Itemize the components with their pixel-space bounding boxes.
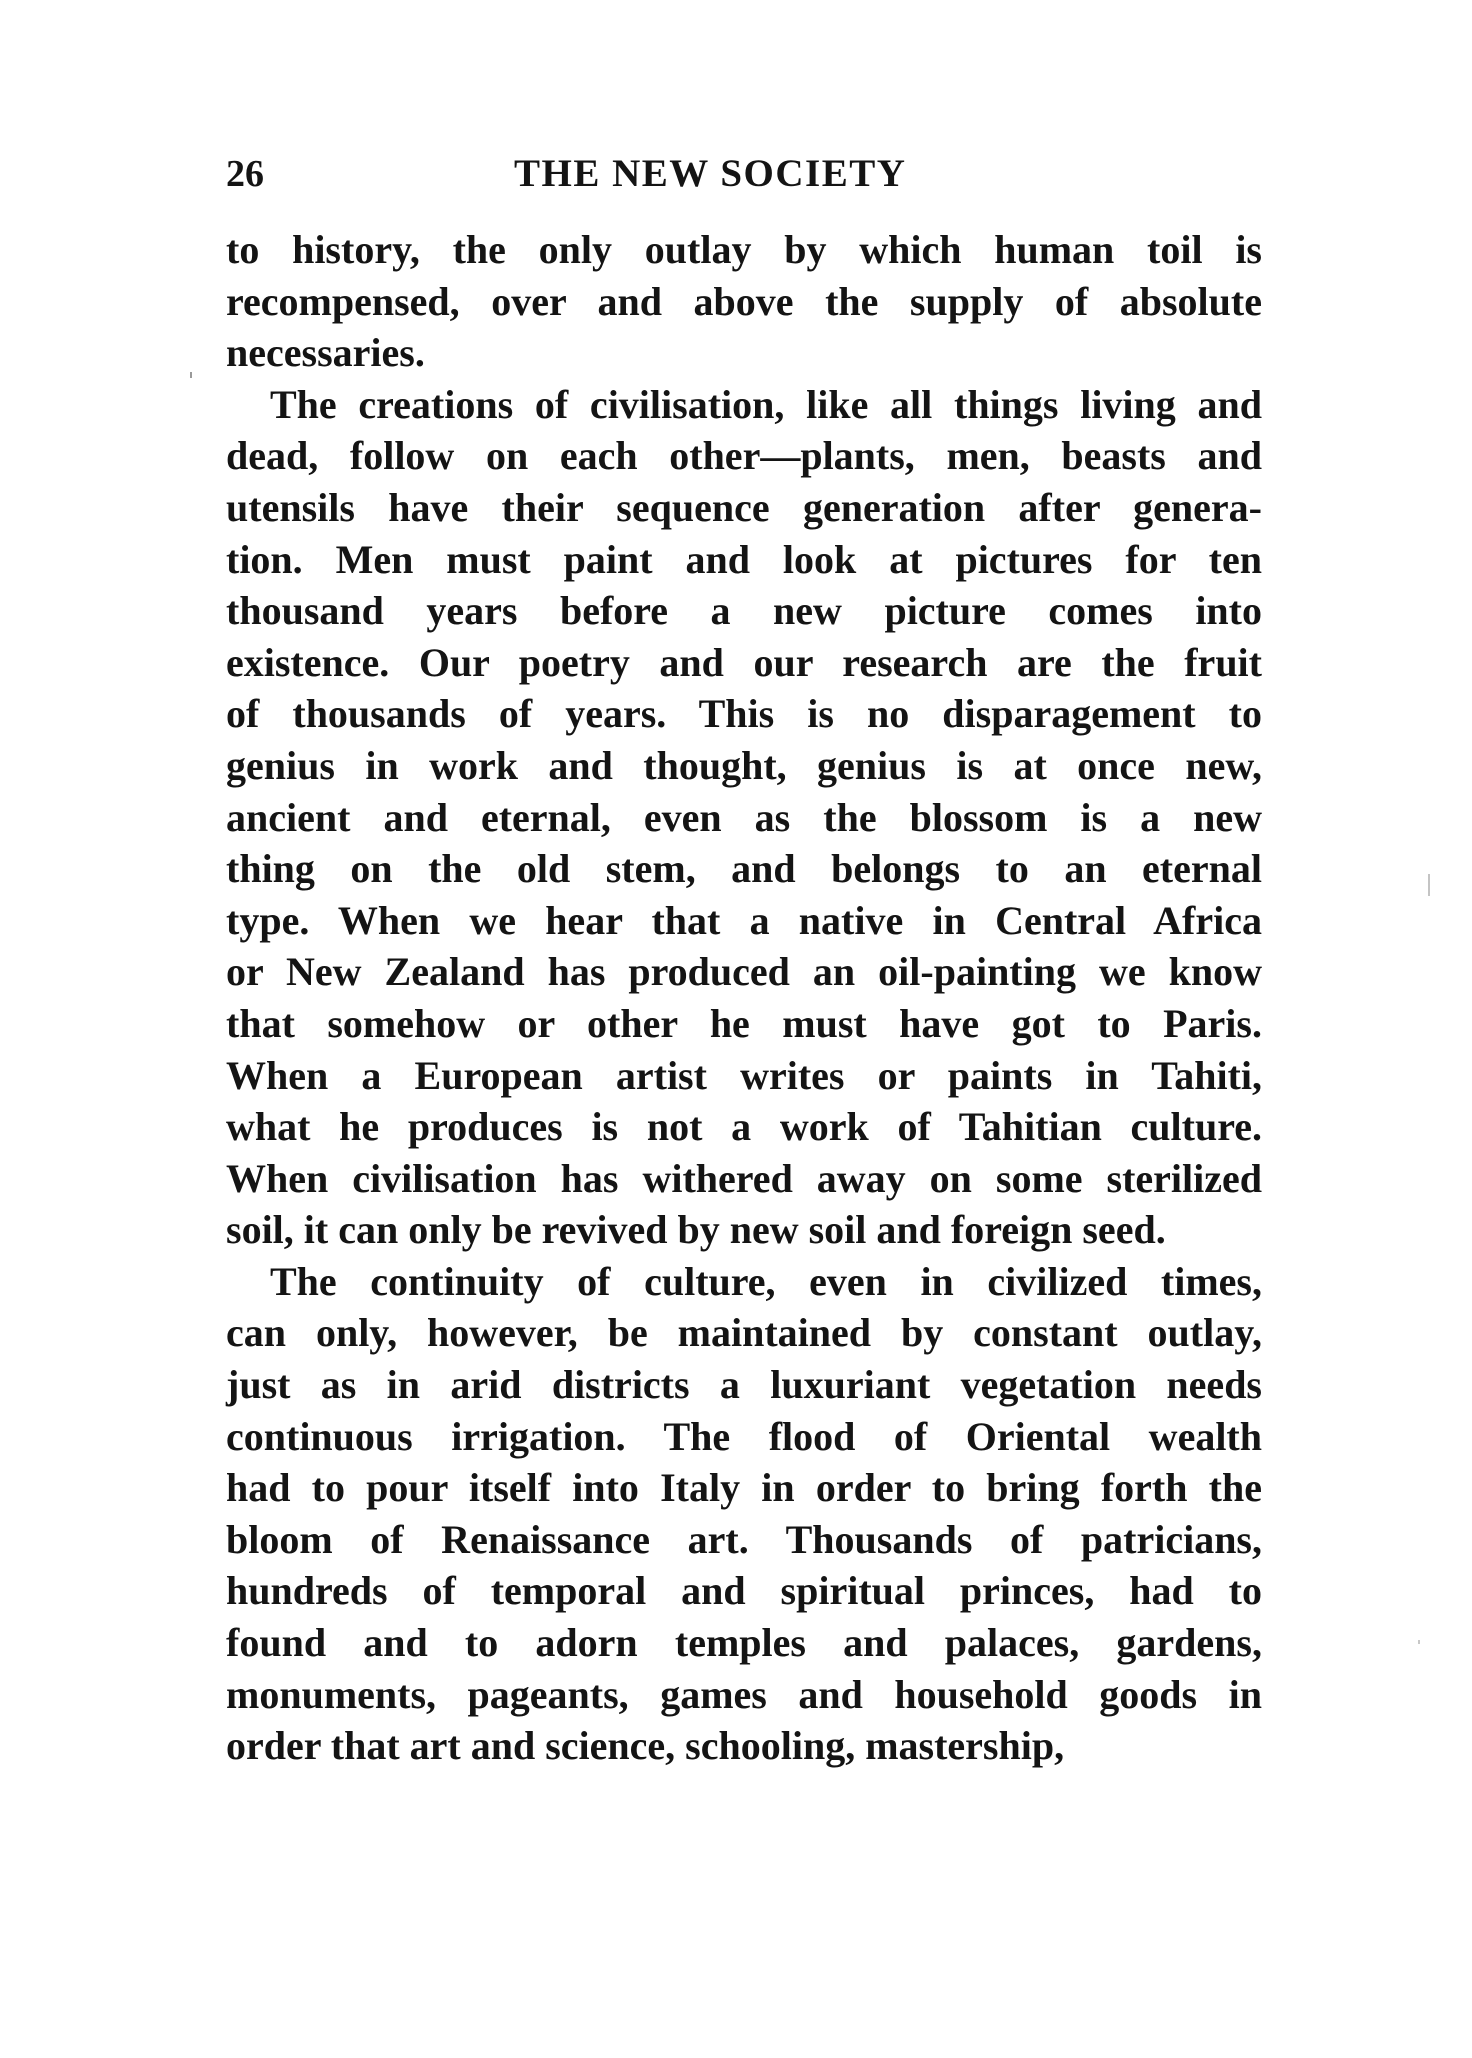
scan-speck bbox=[190, 372, 192, 378]
text-line: tion. Men must paint and look at pictures for ten bbox=[226, 536, 1262, 582]
text-line: type. When we hear that a native in Central Africa bbox=[226, 897, 1262, 943]
page-number: 26 bbox=[226, 153, 264, 195]
text-line: continuous irrigation. The flood of Oriental wealth bbox=[226, 1413, 1262, 1459]
paragraph bbox=[226, 379, 1262, 1256]
text-line: recompensed, over and above the supply of absolute bbox=[226, 278, 1262, 324]
text-line: had to pour itself into Italy in order to bring forth the bbox=[226, 1465, 1262, 1511]
text-line: bloom of Renaissance art. Thousands of patricians, bbox=[226, 1516, 1262, 1562]
scan-speck bbox=[1428, 874, 1430, 896]
text-line: to history, the only outlay by which human toil is bbox=[226, 227, 1262, 272]
text-line: order that art and science, schooling, mastership, bbox=[226, 1723, 1065, 1769]
text-line: utensils have their sequence generation after genera- bbox=[226, 484, 1262, 530]
body-text bbox=[226, 224, 1262, 1772]
text-line: found and to adorn temples and palaces, gardens, bbox=[226, 1620, 1262, 1666]
text-line: thing on the old stem, and belongs to an eternal bbox=[226, 846, 1262, 892]
text-line: soil, it can only be revived by new soil and foreign seed. bbox=[226, 1207, 1166, 1253]
running-title: THE NEW SOCIETY bbox=[514, 152, 907, 195]
text-line: existence. Our poetry and our research are the fruit bbox=[226, 639, 1262, 685]
text-line: ancient and eternal, even as the blossom is a new bbox=[226, 794, 1262, 840]
text-line: of thousands of years. This is no disparagement to bbox=[226, 691, 1262, 737]
text-line: monuments, pageants, games and household goods in bbox=[226, 1671, 1262, 1717]
text-line: that somehow or other he must have got to Paris. bbox=[226, 1000, 1262, 1046]
text-line: can only, however, be maintained by constant outlay, bbox=[226, 1310, 1262, 1356]
text-line: When a European artist writes or paints in Tahiti, bbox=[226, 1052, 1262, 1098]
text-line: just as in arid districts a luxuriant vegetation needs bbox=[226, 1362, 1262, 1408]
text-line: or New Zealand has produced an oil-painting we know bbox=[226, 949, 1262, 995]
text-line: necessaries. bbox=[226, 330, 425, 376]
running-head bbox=[226, 146, 1262, 202]
text-line: hundreds of temporal and spiritual princes, had to bbox=[226, 1568, 1262, 1614]
scan-speck bbox=[1418, 1640, 1420, 1644]
text-line: When civilisation has withered away on some sterilized bbox=[226, 1155, 1262, 1201]
text-line: thousand years before a new picture comes into bbox=[226, 588, 1262, 634]
paragraph bbox=[226, 224, 1262, 379]
text-line: what he produces is not a work of Tahitian culture. bbox=[226, 1104, 1262, 1150]
text-line: The creations of civilisation, like all things living and bbox=[270, 381, 1262, 427]
paragraph bbox=[226, 1256, 1262, 1772]
text-line: genius in work and thought, genius is at once new, bbox=[226, 742, 1262, 788]
text-line: The continuity of culture, even in civilized times, bbox=[270, 1258, 1262, 1304]
text-line: dead, follow on each other—plants, men, beasts and bbox=[226, 433, 1262, 479]
